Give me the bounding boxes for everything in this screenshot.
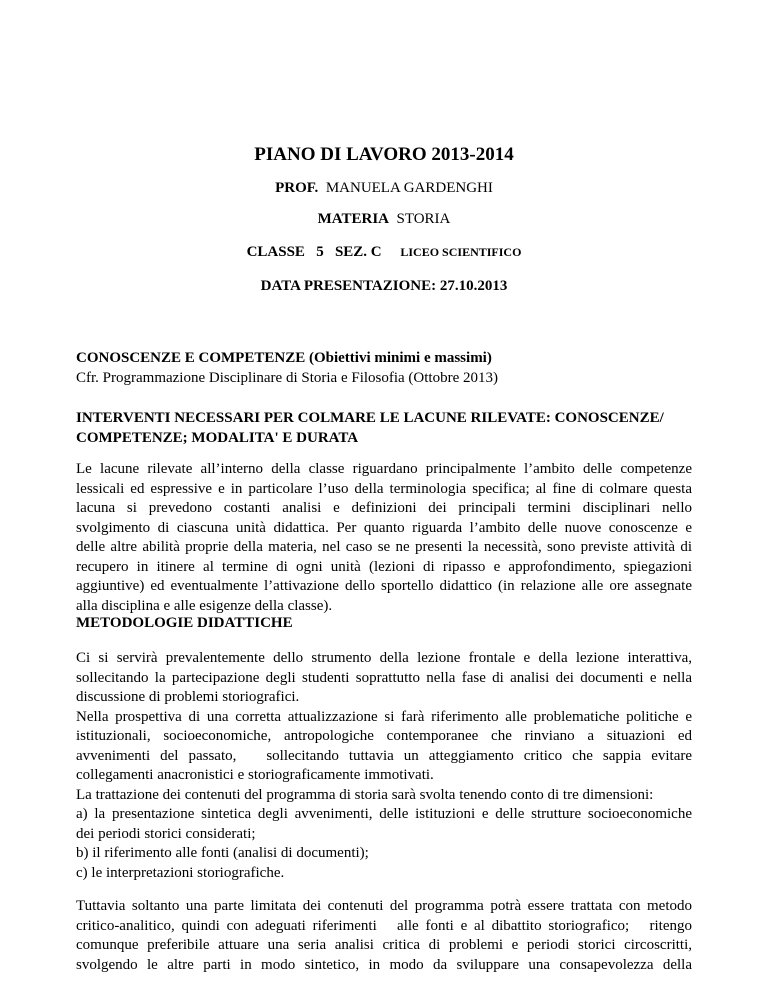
interventi-paragraph xyxy=(76,460,692,616)
paragraph-line: lessicali ed espressive e in particolare l’uso della terminologia specifica; al fine di colmare questa xyxy=(76,480,692,497)
paragraph-line: Tuttavia soltanto una parte limitata dei contenuti del programma potrà essere trattata con metodo xyxy=(76,898,692,914)
materia-label: MATERIA xyxy=(317,211,389,227)
paragraph-line: a) la presentazione sintetica degli avvenimenti, delle istituzioni e delle strutture socioeconomiche xyxy=(76,806,692,822)
prof-line xyxy=(0,180,768,197)
metodologie-paragraph-1 xyxy=(76,649,692,883)
paragraph-line: delle altre abilità proprie della materia, nel caso se ne presenti la necessità, sono previste attività di xyxy=(76,539,692,555)
paragraph-line: svolgendo le altre parti in modo sintetico, in modo da sviluppare una consapevolezza della xyxy=(76,956,692,973)
paragraph-line: c) le interpretazioni storiografiche. xyxy=(76,864,285,881)
paragraph-line: b) il riferimento alle fonti (analisi di documenti); xyxy=(76,845,369,861)
section-heading-line: COMPETENZE; MODALITA' E DURATA xyxy=(76,429,359,446)
classe-value: LICEO SCIENTIFICO xyxy=(400,245,522,259)
paragraph-line: alla disciplina e alle esigenze della classe). xyxy=(76,597,333,614)
paragraph-line: discussione di problemi storiografici. xyxy=(76,689,300,705)
paragraph-line: istituzionali, socioeconomiche, antropologiche contemporanee che rinviano a situazioni ed xyxy=(76,728,692,744)
paragraph-line: collegamenti anacronistici e storiograficamente immotivati. xyxy=(76,767,434,783)
paragraph-line: avvenimenti del passato, sollecitando tuttavia un atteggiamento critico che sappia evitare xyxy=(76,747,692,764)
paragraph-line: recupero in itinere al termine di ogni unità (lezioni di ripasso e approfondimento, spiegazioni xyxy=(76,558,692,575)
section-heading-line: INTERVENTI NECESSARI PER COLMARE LE LACUNE RILEVATE: CONOSCENZE/ xyxy=(76,410,664,426)
document-title: PIANO DI LAVORO 2013-2014 xyxy=(254,144,514,165)
section-heading: CONOSCENZE E COMPETENZE (Obiettivi minimi e massimi) xyxy=(76,350,492,366)
paragraph-line: Nella prospettiva di una corretta attualizzazione si farà riferimento alle problematiche politiche e xyxy=(76,708,692,725)
paragraph-line: sollecitando la partecipazione degli studenti soprattutto nella fase di analisi dei documenti e nella xyxy=(76,669,692,686)
paragraph-line: svolgimento di ciascuna unità didattica. Per quanto riguarda l’ambito delle nuove conoscenze e xyxy=(76,519,692,536)
metodologie-paragraph-4 xyxy=(76,897,692,975)
paragraph-line: critico-analitico, quindi con adeguati riferimenti alle fonti e al dibattito storiografico; ritengo xyxy=(76,917,692,934)
materia-value: STORIA xyxy=(396,211,451,227)
paragraph-line: Ci si servirà prevalentemente dello strumento della lezione frontale e della lezione interattiva, xyxy=(76,650,692,666)
prof-label: PROF. xyxy=(275,180,319,196)
paragraph-line: aggiuntive) ed eventualmente l’attivazione dello sportello didattico (in relazione alle ore assegnate xyxy=(76,578,692,594)
paragraph-line: dei periodi storici considerati; xyxy=(76,825,256,842)
section-metodologie xyxy=(76,614,692,634)
data-presentazione: DATA PRESENTAZIONE: 27.10.2013 xyxy=(260,278,508,294)
paragraph-line: lacuna si prevedono costanti analisi e definizioni dei principali termini disciplinari nello xyxy=(76,500,692,516)
classe-line xyxy=(0,244,768,261)
prof-value: MANUELA GARDENGHI xyxy=(325,180,493,196)
section-heading: METODOLOGIE DIDATTICHE xyxy=(76,615,293,631)
section-conoscenze xyxy=(76,349,692,388)
paragraph-line: comunque preferibile attuare una seria analisi critica di problemi e periodi storici circoscritti, xyxy=(76,937,692,953)
section-interventi xyxy=(76,409,692,448)
paragraph-line: Le lacune rilevate all’interno della classe riguardano principalmente l’ambito delle competenze xyxy=(76,461,692,477)
paragraph-line: La trattazione dei contenuti del programma di storia sarà svolta tenendo conto di tre dimensioni: xyxy=(76,786,654,803)
data-presentazione-line xyxy=(0,278,768,295)
section-text: Cfr. Programmazione Disciplinare di Storia e Filosofia (Ottobre 2013) xyxy=(76,369,498,386)
materia-line xyxy=(0,211,768,228)
classe-label: CLASSE 5 SEZ. C xyxy=(246,244,382,260)
